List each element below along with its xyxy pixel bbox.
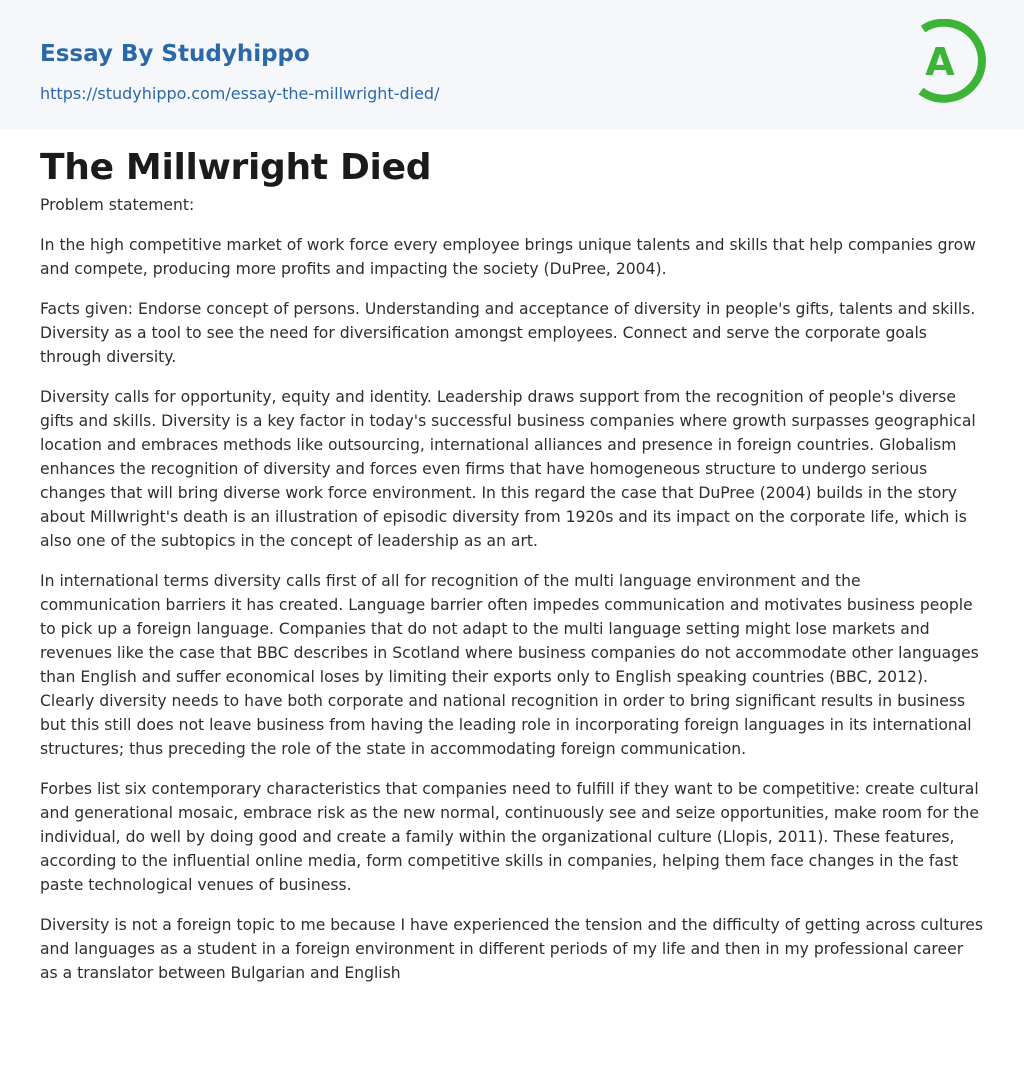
- paragraph: Diversity is not a foreign topic to me because I have experienced the tension and the difficulty of getting across cultures and languages as a student in a foreign environment in different periods of my life and then in my professional career as a translator between Bulgarian and English: [40, 916, 984, 982]
- site-header: [0, 0, 1024, 129]
- essay-url-link[interactable]: https://studyhippo.com/essay-the-millwright-died/: [40, 84, 440, 103]
- paragraph: In the high competitive market of work force every employee brings unique talents and skills that help companies grow and compete, producing more profits and impacting the society (DuPree, 2004).: [40, 236, 976, 278]
- paragraph: In international terms diversity calls first of all for recognition of the multi language environment and the communication barriers it has created. Language barrier often impedes communication and motivates business people to pick up a foreign language. Companies that do not adapt to the multi language setting might lose markets and revenues like the case that BBC describes in Scotland where business companies do not accommodate other languages than English and suffer economical loses by limiting their exports only to English speaking countries (BBC, 2012). Clearly diversity needs to have both corporate and national recognition in order to bring significant results in business but this still does not leave business from having the leading role in incorporating foreign languages in its international structures; thus preceding the role of the state in accommodating foreign communication.: [40, 572, 979, 758]
- paragraph: Diversity calls for opportunity, equity and identity. Leadership draws support from the recognition of people's diverse gifts and skills. Diversity is a key factor in today's successful business companies where growth surpasses geographical location and embraces methods like outsourcing, international alliances and presence in foreign countries. Globalism enhances the recognition of diversity and forces even firms that have homogeneous structure to undergo serious changes that will bring diverse work force environment. In this regard the case that DuPree (2004) builds in the story about Millwright's death is an illustration of episodic diversity from 1920s and its impact on the corporate life, which is also one of the subtopics in the concept of leadership as an art.: [40, 388, 976, 550]
- site-brand[interactable]: Essay By Studyhippo: [40, 41, 310, 67]
- article: [0, 129, 1024, 985]
- paragraph: Forbes list six contemporary characteristics that companies need to fulfill if they want to be competitive: create cultural and generational mosaic, embrace risk as the new normal, continuously see and seize opportunities, make room for the individual, do well by doing good and create a family within the organizational culture (Llopis, 2011). These features, according to the influential online media, form competitive skills in companies, helping them face changes in the fast paste technological venues of business.: [40, 780, 979, 894]
- paragraph-problem-statement: Problem statement:: [40, 196, 195, 214]
- page-title: The Millwright Died: [40, 147, 432, 188]
- studyhippo-logo-icon[interactable]: [911, 19, 987, 105]
- logo-letter: A: [925, 40, 955, 84]
- paragraph: Facts given: Endorse concept of persons. Understanding and acceptance of diversity in people's gifts, talents and skills. Diversity as a tool to see the need for diversification amongst employees. Connect and serve the corporate goals through diversity.: [40, 300, 976, 366]
